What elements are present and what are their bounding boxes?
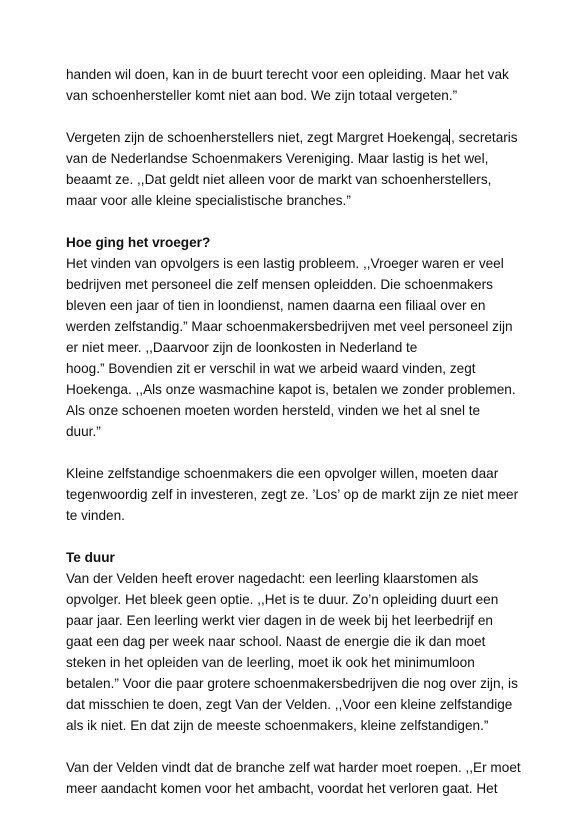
- text-line: steken in het opleiden van de leerling, moet ik ook het minimumloon: [66, 655, 475, 670]
- text-line: Van der Velden heeft erover nagedacht: een leerling klaarstomen als: [66, 571, 479, 586]
- text-line: hoog.” Bovendien zit er verschil in wat we arbeid waard vinden, zegt: [66, 361, 476, 376]
- text-line: betalen.” Voor die paar grotere schoenmakersbedrijven die nog over zijn, is: [66, 676, 518, 691]
- text-after-caret: , secretaris: [451, 130, 518, 145]
- paragraph-5: [66, 568, 538, 736]
- text-line: als ik niet. En dat zijn de meeste schoenmakers, kleine zelfstandigen.”: [66, 718, 489, 733]
- text-line: maar voor alle kleine specialistische branches.”: [66, 193, 351, 208]
- text-line: te vinden.: [66, 508, 125, 523]
- text-line: Van der Velden vindt dat de branche zelf wat harder moet roepen. ,,Er moet: [66, 760, 521, 775]
- text-line: van schoenhersteller komt niet aan bod. We zijn totaal vergeten.”: [66, 88, 458, 103]
- text-line: gaat een dag per week naar school. Naast de energie die ik dan moet: [66, 634, 486, 649]
- text-line: Kleine zelfstandige schoenmakers die een opvolger willen, moeten daar: [66, 466, 499, 481]
- text-cursor: [449, 129, 450, 145]
- paragraph-3: [66, 253, 538, 442]
- text-line: meer aandacht komen voor het ambacht, voordat het verloren gaat. Het: [66, 781, 498, 796]
- paragraph-6: [66, 757, 538, 799]
- text-line: dat misschien te doen, zegt Van der Velden. ,,Voor een kleine zelfstandige: [66, 697, 513, 712]
- text-line: Als onze schoenen moeten worden hersteld, vinden we het al snel te: [66, 403, 481, 418]
- text-line: beaamt ze. ,,Dat geldt niet alleen voor de markt van schoenherstellers,: [66, 172, 492, 187]
- text-line: handen wil doen, kan in de buurt terecht voor een opleiding. Maar het vak: [66, 67, 509, 82]
- text-line: opvolger. Het bleek geen optie. ,,Het is te duur. Zo’n opleiding duurt een: [66, 592, 499, 607]
- section-heading: Te duur: [66, 550, 115, 565]
- paragraph-2: [66, 127, 538, 211]
- text-line: bleven een jaar of tien in loondienst, namen daarna een filiaal over en: [66, 298, 486, 313]
- text-line: er niet meer. ,,Daarvoor zijn de loonkosten in Nederland te: [66, 340, 418, 355]
- paragraph-4: [66, 463, 538, 526]
- section-heading: Hoe ging het vroeger?: [66, 235, 211, 250]
- text-line: tegenwoordig zelf in investeren, zegt ze. ’Los’ op de markt zijn ze niet meer: [66, 487, 519, 502]
- text-line: Hoekenga. ,,Als onze wasmachine kapot is, betalen we zonder problemen.: [66, 382, 516, 397]
- text-line: werden zelfstandig.” Maar schoenmakersbedrijven met veel personeel zijn: [66, 319, 513, 334]
- paragraph-1: [66, 64, 538, 106]
- text-line: Het vinden van opvolgers is een lastig probleem. ,,Vroeger waren er veel: [66, 256, 504, 271]
- text-line: van de Nederlandse Schoenmakers Vereniging. Maar lastig is het wel,: [66, 151, 489, 166]
- text-before-caret: Vergeten zijn de schoenherstellers niet, zegt Margret Hoekenga: [66, 130, 450, 145]
- text-line: paar jaar. Een leerling werkt vier dagen in de week bij het leerbedrijf en: [66, 613, 493, 628]
- text-line: bedrijven met personeel die zelf mensen opleidden. Die schoenmakers: [66, 277, 493, 292]
- text-line: duur.”: [66, 424, 101, 439]
- text-line: [66, 127, 538, 148]
